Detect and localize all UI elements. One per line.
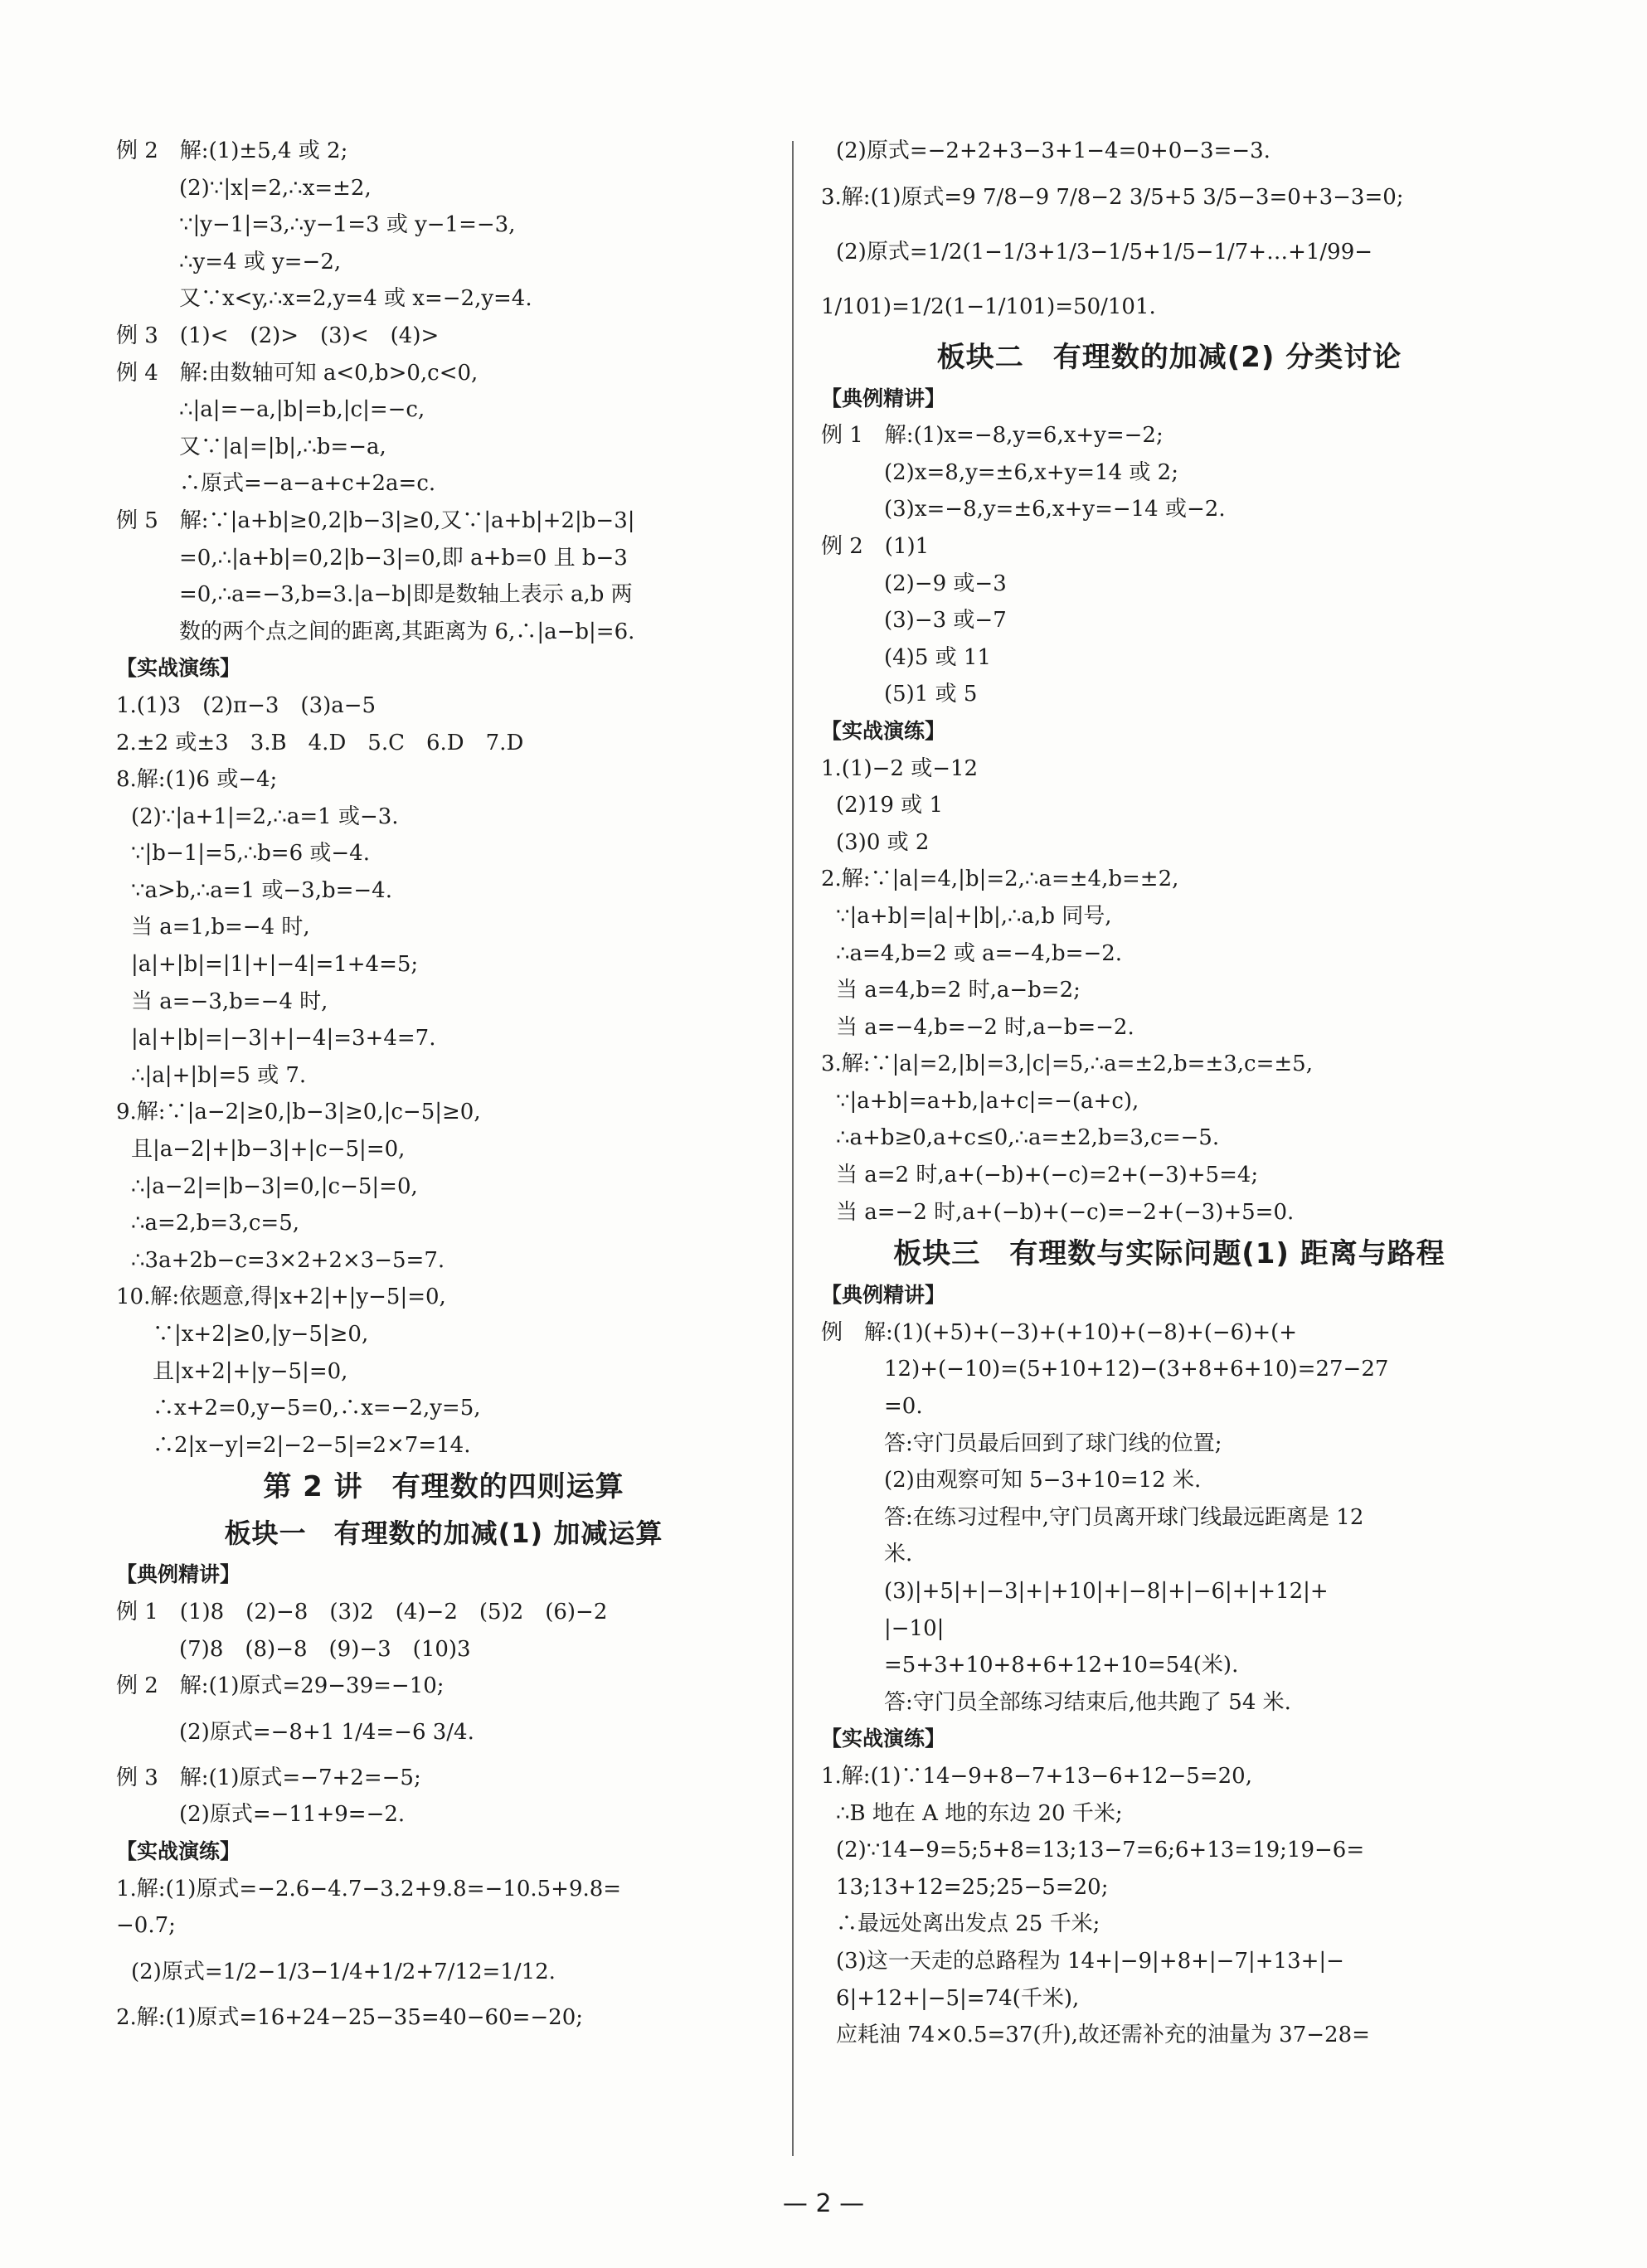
section-label: 【实战演练】 — [116, 1838, 241, 1863]
text-line: ∵a>b,∴a=1 或−3,b=−4. — [131, 877, 392, 903]
text-line: (2)原式=1/2−1/3−1/4+1/2+7/12=1/12. — [131, 1959, 556, 1984]
text-line: (2)x=8,y=±6,x+y=14 或 2; — [884, 459, 1178, 485]
text-line: 例 3 (1)< (2)> (3)< (4)> — [116, 323, 440, 348]
text-line: (2)∵|a+1|=2,∴a=1 或−3. — [131, 804, 399, 829]
section-label: 【实战演练】 — [821, 1726, 946, 1751]
text-line: 当 a=1,b=−4 时, — [131, 915, 310, 940]
text-line: ∴a=2,b=3,c=5, — [131, 1211, 300, 1236]
text-line: (3)0 或 2 — [836, 829, 930, 855]
text-line: (3)这一天走的总路程为 14+|−9|+8+|−7|+13+|− — [836, 1948, 1344, 1974]
text-line: 13;13+12=25;25−5=20; — [836, 1874, 1109, 1900]
text-line: ∴|a|=−a,|b|=b,|c|=−c, — [179, 397, 425, 423]
text-line: (2)原式=−11+9=−2. — [179, 1802, 406, 1828]
text-line: (5)1 或 5 — [884, 682, 978, 707]
text-line: ∴原式=−a−a+c+2a=c. — [179, 471, 436, 497]
text-line: 数的两个点之间的距离,其距离为 6,∴|a−b|=6. — [179, 619, 635, 644]
text-line: 当 a=−4,b=−2 时,a−b=−2. — [836, 1014, 1134, 1040]
text-line: (2)−9 或−3 — [884, 571, 1007, 596]
text-line: 例 2 解:(1)原式=29−39=−10; — [116, 1673, 445, 1699]
text-line: 8.解:(1)6 或−4; — [116, 767, 278, 793]
text-line: ∴y=4 或 y=−2, — [179, 249, 342, 274]
text-line: |a|+|b|=|−3|+|−4|=3+4=7. — [131, 1026, 436, 1051]
text-line: 米. — [884, 1542, 913, 1567]
text-line: (2)∵14−9=5;5+8=13;13−7=6;6+13=19;19−6= — [836, 1838, 1365, 1863]
section-label: 【实战演练】 — [116, 656, 241, 681]
text-line: 6|+12+|−5|=74(千米), — [836, 1985, 1080, 2011]
text-line: 当 a=4,b=2 时,a−b=2; — [836, 978, 1081, 1003]
text-line: ∴x+2=0,y−5=0,∴x=−2,y=5, — [131, 1396, 481, 1421]
text-line: −0.7; — [116, 1913, 176, 1939]
text-line: (4)5 或 11 — [884, 644, 991, 670]
text-line: ∴3a+2b−c=3×2+2×3−5=7. — [131, 1247, 445, 1273]
text-line: 且|x+2|+|y−5|=0, — [131, 1358, 348, 1384]
section-label: 【典例精讲】 — [116, 1562, 241, 1587]
text-line: 又∵|a|=|b|,∴b=−a, — [179, 434, 386, 459]
text-line: (2)∵|x|=2,∴x=±2, — [179, 175, 372, 201]
text-line: 又∵x<y,∴x=2,y=4 或 x=−2,y=4. — [179, 286, 532, 312]
text-line: |−10| — [884, 1615, 945, 1641]
left-column — [116, 133, 771, 2036]
text-line: ∴B 地在 A 地的东边 20 千米; — [836, 1800, 1123, 1826]
text-line: ∵|a+b|=|a|+|b|,∴a,b 同号, — [836, 903, 1112, 929]
text-line: (2)19 或 1 — [836, 793, 943, 818]
text-line: 2.解:∵|a|=4,|b|=2,∴a=±4,b=±2, — [821, 867, 1179, 892]
right-column — [821, 133, 1518, 2054]
text-line: 1.(1)−2 或−12 — [821, 755, 979, 781]
text-line: ∴a+b≥0,a+c≤0,∴a=±2,b=3,c=−5. — [836, 1125, 1220, 1151]
text-line: 10.解:依题意,得|x+2|+|y−5|=0, — [116, 1285, 446, 1310]
text-line: (2)原式=−8+1 1/4=−6 3/4. — [179, 1719, 474, 1745]
text-line: 1.(1)3 (2)π−3 (3)a−5 — [116, 692, 377, 718]
text-line: =0. — [884, 1394, 923, 1420]
text-line: |a|+|b|=|1|+|−4|=1+4=5; — [131, 952, 419, 978]
column-divider — [792, 141, 794, 2156]
text-line: ∴|a−2|=|b−3|=0,|c−5|=0, — [131, 1173, 418, 1199]
text-line: 答:守门员最后回到了球门线的位置; — [884, 1430, 1222, 1456]
text-line: ∵|x+2|≥0,|y−5|≥0, — [131, 1322, 369, 1347]
text-line: 9.解:∵|a−2|≥0,|b−3|≥0,|c−5|≥0, — [116, 1100, 481, 1125]
text-line: 例 解:(1)(+5)+(−3)+(+10)+(−8)+(−6)+(+ — [821, 1319, 1298, 1345]
text-line: 当 a=−3,b=−4 时, — [131, 988, 328, 1014]
text-line: ∴a=4,b=2 或 a=−4,b=−2. — [836, 940, 1123, 966]
section-label: 【典例精讲】 — [821, 386, 946, 410]
section-title: 板块三 有理数与实际问题(1) 距离与路程 — [893, 1237, 1445, 1271]
section-title: 板块二 有理数的加减(2) 分类讨论 — [936, 340, 1402, 374]
text-line: ∴最远处离出发点 25 千米; — [836, 1911, 1100, 1937]
text-line: 当 a=−2 时,a+(−b)+(−c)=−2+(−3)+5=0. — [836, 1199, 1295, 1225]
text-line: 1/101)=1/2(1−1/101)=50/101. — [821, 294, 1156, 319]
text-line: 例 2 解:(1)±5,4 或 2; — [116, 138, 348, 163]
text-line: (2)由观察可知 5−3+10=12 米. — [884, 1468, 1202, 1493]
text-line: ∴|a|+|b|=5 或 7. — [131, 1062, 307, 1088]
text-line: (3)x=−8,y=±6,x+y=−14 或−2. — [884, 497, 1226, 522]
text-line: ∵|b−1|=5,∴b=6 或−4. — [131, 841, 370, 867]
text-line: ∵|a+b|=a+b,|a+c|=−(a+c), — [836, 1088, 1139, 1114]
text-line: 例 1 解:(1)x=−8,y=6,x+y=−2; — [821, 423, 1164, 449]
text-line: 应耗油 74×0.5=37(升),故还需补充的油量为 37−28= — [836, 2023, 1370, 2048]
text-line: 2.±2 或±3 3.B 4.D 5.C 6.D 7.D — [116, 730, 524, 755]
text-line: 3.解:(1)原式=9 7/8−9 7/8−2 3/5+5 3/5−3=0+3−3=0; — [821, 184, 1404, 210]
text-line: 且|a−2|+|b−3|+|c−5|=0, — [131, 1137, 406, 1163]
text-line: (7)8 (8)−8 (9)−3 (10)3 — [179, 1636, 471, 1662]
section-title: 板块一 有理数的加减(1) 加减运算 — [224, 1518, 663, 1550]
text-line: (2)原式=1/2(1−1/3+1/3−1/5+1/5−1/7+…+1/99− — [836, 239, 1373, 265]
text-line: 例 5 解:∵|a+b|≥0,2|b−3|≥0,又∵|a+b|+2|b−3| — [116, 508, 635, 533]
text-line: 2.解:(1)原式=16+24−25−35=40−60=−20; — [116, 2004, 584, 2030]
text-line: 例 3 解:(1)原式=−7+2=−5; — [116, 1765, 421, 1790]
text-line: =0,∴|a+b|=0,2|b−3|=0,即 a+b=0 且 b−3 — [179, 545, 628, 571]
text-line: 答:守门员全部练习结束后,他共跑了 54 米. — [884, 1689, 1291, 1715]
text-line: 1.解:(1)原式=−2.6−4.7−3.2+9.8=−10.5+9.8= — [116, 1876, 622, 1901]
text-line: =0,∴a=−3,b=3.|a−b|即是数轴上表示 a,b 两 — [179, 582, 633, 608]
section-label: 【典例精讲】 — [821, 1283, 946, 1308]
text-line: 12)+(−10)=(5+10+12)−(3+8+6+10)=27−27 — [884, 1357, 1389, 1382]
text-line: 例 4 解:由数轴可知 a<0,b>0,c<0, — [116, 360, 479, 386]
text-line: 当 a=2 时,a+(−b)+(−c)=2+(−3)+5=4; — [836, 1163, 1259, 1188]
text-line: (2)原式=−2+2+3−3+1−4=0+0−3=−3. — [836, 138, 1270, 163]
text-line: ∵|y−1|=3,∴y−1=3 或 y−1=−3, — [179, 212, 516, 238]
section-label: 【实战演练】 — [821, 718, 946, 743]
text-line: (3)−3 或−7 — [884, 608, 1007, 634]
text-line: 答:在练习过程中,守门员离开球门线最远距离是 12 — [884, 1504, 1364, 1530]
text-line: (3)|+5|+|−3|+|+10|+|−8|+|−6|+|+12|+ — [884, 1579, 1329, 1604]
page-number: — 2 — — [782, 2189, 865, 2218]
text-line: ∴2|x−y|=2|−2−5|=2×7=14. — [131, 1432, 471, 1458]
section-title: 第 2 讲 有理数的四则运算 — [263, 1470, 624, 1504]
text-line: =5+3+10+8+6+12+10=54(米). — [884, 1653, 1239, 1678]
text-line: 例 2 (1)1 — [821, 533, 930, 559]
text-line: 3.解:∵|a|=2,|b|=3,|c|=5,∴a=±2,b=±3,c=±5, — [821, 1051, 1313, 1077]
text-line: 1.解:(1)∵14−9+8−7+13−6+12−5=20, — [821, 1763, 1252, 1789]
text-line: 例 1 (1)8 (2)−8 (3)2 (4)−2 (5)2 (6)−2 — [116, 1599, 608, 1625]
